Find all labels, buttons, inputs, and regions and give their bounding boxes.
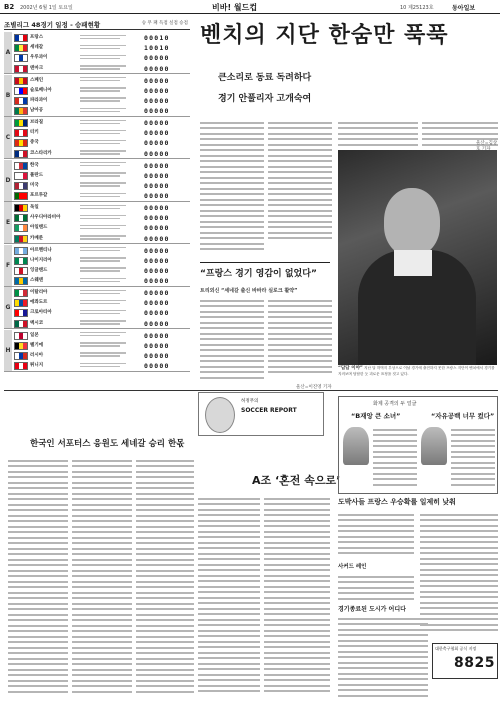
team-row [14,161,190,171]
team-row [14,213,190,223]
team-stats: 00000 [144,266,170,275]
two-faces-body-1 [373,425,417,491]
team-name: 에콰도르 [30,300,48,306]
team-row [14,191,190,201]
match-schedule-lines [80,288,130,294]
match-schedule-lines [80,128,130,134]
team-row [14,138,190,148]
quote-body-col-2 [268,296,332,382]
team-row [14,203,190,213]
team-stats: 00000 [144,181,170,190]
team-flag-icon [14,54,28,62]
columnist-portrait [205,397,235,433]
team-row [14,64,190,74]
team-flag-icon [14,299,28,307]
team-stats: 00000 [144,234,170,243]
article-body-col-1 [200,118,264,258]
team-row [14,331,190,341]
match-schedule-lines [80,181,130,187]
group-block [4,75,190,117]
team-flag-icon [14,44,28,52]
team-stats: 00000 [144,139,170,148]
team-stats: 00000 [144,331,170,340]
team-name: 잉글랜드 [30,267,48,273]
match-schedule-lines [80,106,130,112]
team-name: 이탈리아 [30,290,48,295]
team-name: 한국 [30,162,39,168]
bookmaker-body-col-2 [420,510,498,640]
group-block [4,117,190,159]
byline-quote: 울산=이진영 기자 [296,385,332,390]
match-schedule-lines [80,149,130,155]
quote-headline: “프랑스 경기 영감이 없었다” [200,269,317,279]
team-name: 스페인 [30,77,44,83]
team-flag-icon [14,289,28,297]
team-name: 슬로베니아 [30,87,52,93]
supporters-body-col-1 [8,456,68,704]
article-body-col-3 [338,118,418,148]
team-flag-icon [14,267,28,275]
team-row [14,351,190,361]
match-schedule-lines [80,86,130,92]
team-row [14,298,190,308]
team-stats: 00000 [144,256,170,265]
team-name: 포르투갈 [30,193,48,199]
team-name: 파라과이 [30,97,48,103]
team-row [14,128,190,138]
team-stats: 00000 [144,277,170,286]
article-body-col-2 [268,118,332,258]
team-flag-icon [14,119,28,127]
columnist-name: 허정무의 [241,399,259,404]
team-stats: 00000 [144,96,170,105]
player-photo-2 [421,427,447,465]
team-row [14,246,190,256]
two-faces-headline-2: “자유공백 너무 컸다” [431,412,495,420]
team-name: 나이지리아 [30,257,52,263]
match-schedule-lines [80,138,130,144]
team-row [14,96,190,106]
team-name: 프랑스 [30,35,44,40]
supporters-body-col-3 [136,456,194,704]
team-name: 아일랜드 [30,225,48,231]
team-flag-icon [14,192,28,200]
team-stats: 00000 [144,54,170,63]
team-name: 덴마크 [30,65,44,71]
group-label: E [4,202,12,243]
team-stats: 00000 [144,224,170,233]
team-row [14,223,190,233]
group-block [4,330,190,372]
team-name: 브라질 [30,120,44,125]
team-name: 아르헨티나 [30,247,52,253]
team-row [14,341,190,351]
team-name: 벨기에 [30,342,44,348]
team-name: 스웨덴 [30,278,44,284]
team-stats: 00000 [144,319,170,328]
team-row [14,118,190,128]
team-row [14,288,190,298]
team-name: 크로아티아 [30,310,52,316]
match-schedule-lines [80,256,130,262]
team-flag-icon [14,352,28,360]
match-schedule-lines [80,64,130,70]
subheadline-2: 경기 안풀리자 고개숙여 [218,94,312,104]
team-flag-icon [14,257,28,265]
team-flag-icon [14,77,28,85]
group-label: B [4,75,12,116]
team-row [14,43,190,53]
team-row [14,171,190,181]
match-schedule-lines [80,96,130,102]
group-label: G [4,287,12,328]
match-schedule-lines [80,246,130,252]
team-stats: 00000 [144,351,170,360]
match-schedule-lines [80,33,130,39]
team-flag-icon [14,342,28,350]
soccer-report-box [198,392,324,436]
team-stats: 00000 [144,299,170,308]
team-name: 미국 [30,182,39,188]
team-stats: 00000 [144,107,170,116]
report-body-col-2 [264,494,330,704]
team-stats: 00000 [144,76,170,85]
match-schedule-lines [80,161,130,167]
photo-caption-title: “답답 이야” [338,366,363,371]
team-flag-icon [14,129,28,137]
team-row [14,361,190,371]
team-flag-icon [14,34,28,42]
match-schedule-lines [80,118,130,124]
match-schedule-lines [80,171,130,177]
team-name: 중국 [30,140,39,146]
match-schedule-lines [80,43,130,49]
group-block [4,245,190,287]
team-stats: 00000 [144,129,170,138]
host-city-title: 경기종료된 도시가 어디다 [338,606,406,613]
section-divider [4,390,498,391]
team-flag-icon [14,182,28,190]
group-label: C [4,117,12,158]
match-schedule-lines [80,298,130,304]
match-schedule-lines [80,53,130,59]
soccer-column-body [338,572,414,602]
group-label: H [4,330,12,371]
group-block [4,160,190,202]
quote-body-col-1 [200,296,264,382]
match-schedule-lines [80,266,130,272]
match-schedule-lines [80,213,130,219]
group-block [4,202,190,244]
supporters-body-col-2 [72,456,132,704]
group-standings-table [4,20,190,374]
group-a-headline: A조 ‘혼전 속으로’ [252,474,341,487]
team-name: 독일 [30,205,39,210]
team-flag-icon [14,320,28,328]
team-stats: 00000 [144,289,170,297]
soccer-column-title: 사커드 레인 [338,564,367,570]
group-label: A [4,32,12,73]
standings-title: 조별리그 48경기 일정 - 승패현황 [4,20,190,30]
team-row [14,319,190,329]
team-flag-icon [14,97,28,105]
advertisement-text: 대한축구협회 공식 지정 [435,646,477,651]
column-title: SOCCER REPORT [241,407,297,414]
supporters-headline: 한국인 서포터스 응원도 세네갈 승리 한몫 [30,439,185,449]
two-faces-headline-1: “B재앙 큰 소녀” [351,412,401,420]
team-stats: 00000 [144,161,170,170]
match-schedule-lines [80,223,130,229]
team-stats: 00010 [144,34,170,42]
photo-caption [338,366,497,390]
match-schedule-lines [80,203,130,209]
match-schedule-lines [80,234,130,240]
host-city-body [338,614,428,704]
two-faces-title: 화제 공격의 두 얼굴 [373,401,417,407]
team-flag-icon [14,162,28,170]
advertisement-box [432,643,498,679]
group-block [4,32,190,74]
team-name: 러시아 [30,352,44,358]
team-row [14,86,190,96]
team-flag-icon [14,247,28,255]
team-flag-icon [14,309,28,317]
bookmaker-headline: 도박사들 프랑스 우승확률 일제히 낮춰 [338,498,456,506]
team-stats: 00000 [144,86,170,95]
team-name: 세네갈 [30,45,44,51]
team-row [14,33,190,43]
bookmaker-body-col-1 [338,510,414,560]
match-schedule-lines [80,331,130,337]
team-stats: 00000 [144,119,170,127]
team-row [14,276,190,286]
team-row [14,76,190,86]
page-number: B2 [4,3,15,11]
team-name: 터키 [30,130,39,136]
newspaper-name: 동아일보 [452,5,476,12]
byline-main: 울산=김상 [476,141,498,146]
match-schedule-lines [80,76,130,82]
two-faces-box [338,396,498,494]
match-schedule-lines [80,308,130,314]
team-row [14,308,190,318]
team-stats: 00000 [144,192,170,201]
standings-column-headers: 승 무 패 득점 실점 승점 [141,21,188,26]
team-flag-icon [14,172,28,180]
edition-number: 10 제25123호 [400,5,434,11]
team-stats: 00000 [144,362,170,371]
group-label: D [4,160,12,201]
team-stats: 00000 [144,214,170,223]
team-name: 폴란드 [30,172,44,178]
team-row [14,266,190,276]
team-stats: 00000 [144,204,170,212]
section-title: 비바! 월드컵 [212,3,258,12]
team-name: 사우디아라비아 [30,215,61,221]
team-row [14,234,190,244]
team-stats: 00000 [144,64,170,73]
team-name: 남아공 [30,108,44,114]
team-row [14,53,190,63]
team-name: 우루과이 [30,55,48,61]
team-flag-icon [14,107,28,115]
main-headline: 벤치의 지단 한숨만 푹푹 [200,23,449,48]
team-flag-icon [14,362,28,370]
match-schedule-lines [80,276,130,282]
team-name: 코스타리카 [30,150,52,156]
match-schedule-lines [80,319,130,325]
team-flag-icon [14,65,28,73]
two-faces-body-2 [451,425,495,491]
team-stats: 00000 [144,246,170,255]
team-flag-icon [14,139,28,147]
team-flag-icon [14,204,28,212]
match-schedule-lines [80,351,130,357]
team-flag-icon [14,332,28,340]
team-flag-icon [14,235,28,243]
team-stats: 00000 [144,149,170,158]
team-stats: 00000 [144,171,170,180]
issue-date: 2002년 6월 1일 토요일 [20,5,73,11]
team-name: 튀니지 [30,363,44,369]
zidane-photo [338,150,497,365]
advertisement-number: 8825 [454,655,495,671]
team-stats: 00000 [144,341,170,350]
player-photo-1 [343,427,369,465]
team-row [14,256,190,266]
team-flag-icon [14,87,28,95]
report-body-col-1 [198,494,260,704]
photo-caption-text: 지난 달 허벅지 부상으로 이날 경기에 출전하지 못한 프랑스 지단이 벤치에서 경기를 지켜보며 답답한 듯 괴로운 표정을 짓고 있다. [338,366,495,376]
team-name: 카메룬 [30,235,44,241]
team-name: 멕시코 [30,320,44,326]
group-label: F [4,245,12,286]
team-row [14,149,190,159]
quote-subheadline: 트리외신 “세네갈 출신 바바라 실로크 활약” [200,288,298,294]
quote-box [200,262,330,294]
match-schedule-lines [80,341,130,347]
page-header [0,0,500,14]
match-schedule-lines [80,361,130,367]
team-flag-icon [14,224,28,232]
team-name: 일본 [30,332,39,338]
group-block [4,287,190,329]
team-flag-icon [14,277,28,285]
team-flag-icon [14,214,28,222]
team-flag-icon [14,150,28,158]
match-schedule-lines [80,191,130,197]
subheadline-1: 큰소리로 동료 독려하다 [218,73,312,83]
team-row [14,106,190,116]
team-row [14,181,190,191]
team-stats: 10010 [144,44,170,53]
team-stats: 00000 [144,309,170,318]
